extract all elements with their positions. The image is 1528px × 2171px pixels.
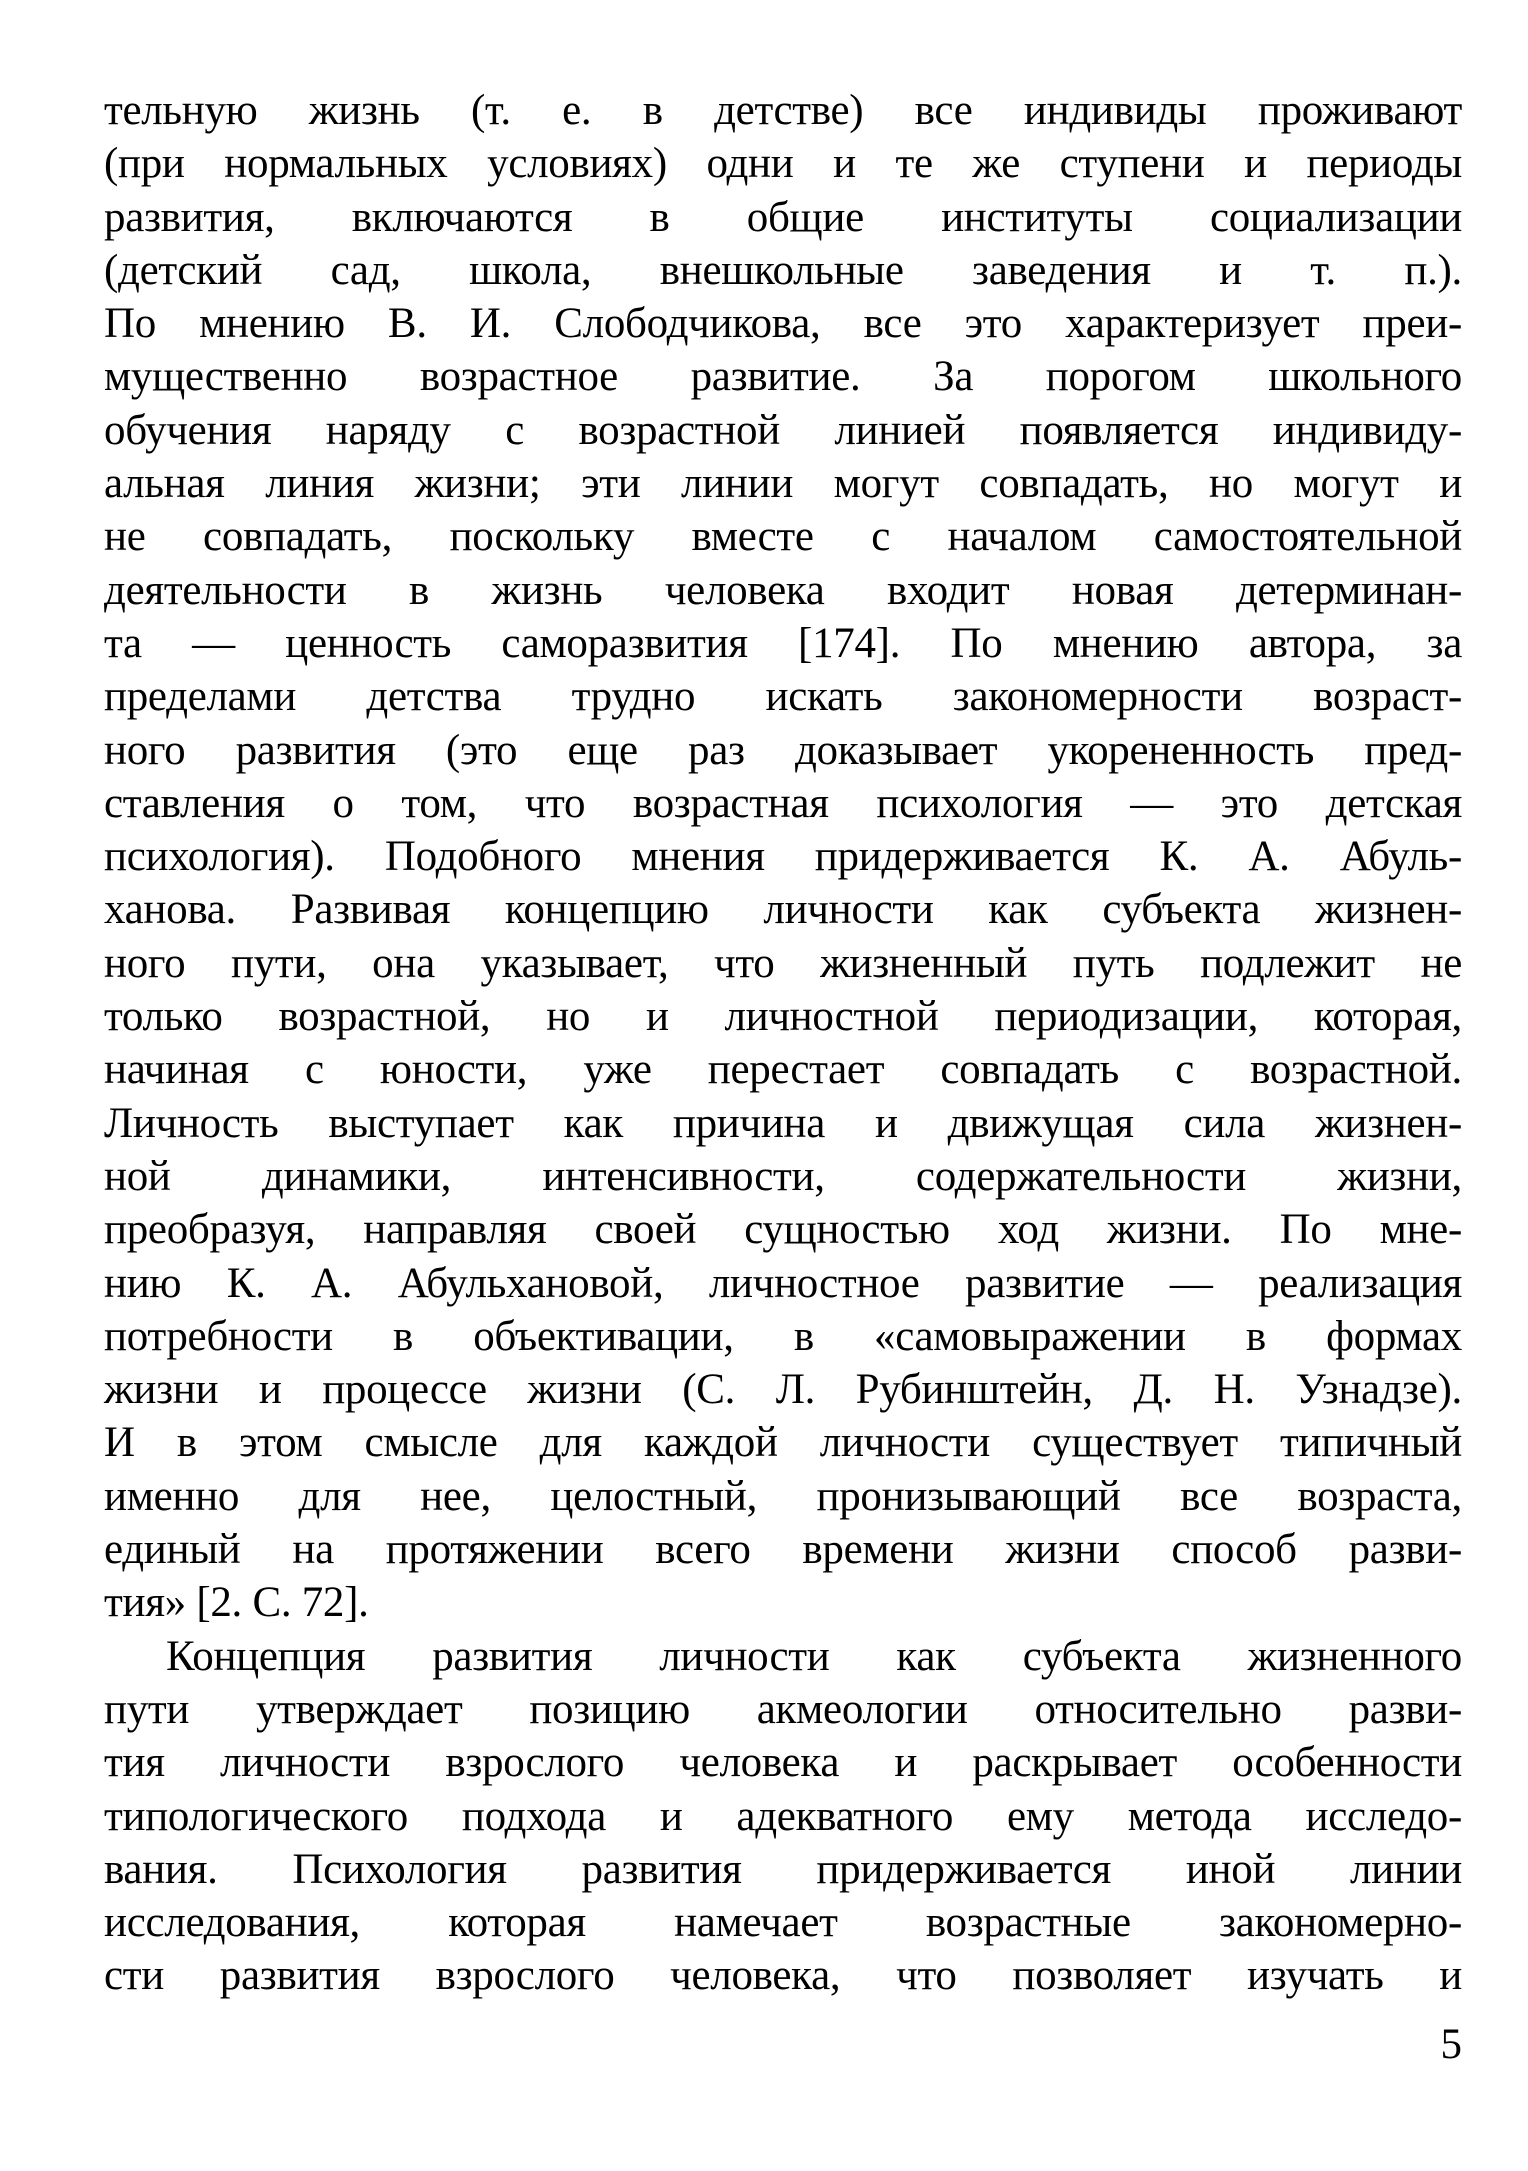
text-line: пределами детства трудно искать закономерности возраст- [104, 673, 1462, 721]
text-line: именно для нее, целостный, пронизывающий все возраста, [104, 1472, 1462, 1520]
text-line: пути утверждает позицию акмеологии относительно разви- [104, 1685, 1462, 1733]
text-line: тия» [2. С. 72]. [104, 1579, 369, 1627]
text-line: Концепция развития личности как субъекта жизненного [166, 1632, 1462, 1680]
text-line: ной динамики, интенсивности, содержательности жизни, [104, 1152, 1462, 1200]
text-line: развития, включаются в общие институты социализации [104, 193, 1462, 241]
text-line: мущественно возрастное развитие. За порогом школьного [104, 353, 1462, 401]
text-line: психология). Подобного мнения придерживается К. А. Абуль- [104, 833, 1462, 881]
text-line: начиная с юности, уже перестает совпадать с возрастной. [104, 1046, 1462, 1094]
text-line: обучения наряду с возрастной линией появляется индивиду- [104, 406, 1462, 454]
text-line: только возрастной, но и личностной периодизации, которая, [104, 993, 1462, 1041]
text-line: не совпадать, поскольку вместе с началом самостоятельной [104, 513, 1462, 561]
text-line: единый на протяжении всего времени жизни способ разви- [104, 1526, 1462, 1574]
text-line: типологического подхода и адекватного ему метода исследо- [104, 1792, 1462, 1840]
text-line: Личность выступает как причина и движущая сила жизнен- [104, 1099, 1462, 1147]
text-line: нию К. А. Абульхановой, личностное развитие — реализация [104, 1259, 1462, 1307]
text-line: ханова. Развивая концепцию личности как субъекта жизнен- [104, 886, 1462, 934]
text-line: ставления о том, что возрастная психология — это детская [104, 779, 1462, 827]
text-line: сти развития взрослого человека, что позволяет изучать и [104, 1952, 1462, 2000]
text-line: деятельности в жизнь человека входит новая детерминан- [104, 566, 1462, 614]
text-line: преобразуя, направляя своей сущностью ход жизни. По мне- [104, 1206, 1462, 1254]
text-line: ного развития (это еще раз доказывает укорененность пред- [104, 726, 1462, 774]
text-line: тия личности взрослого человека и раскрывает особенности [104, 1739, 1462, 1787]
text-line: альная линия жизни; эти линии могут совпадать, но могут и [104, 460, 1462, 508]
text-line: исследования, которая намечает возрастные закономерно- [104, 1899, 1462, 1947]
text-line: По мнению В. И. Слободчикова, все это характеризует преи- [104, 300, 1462, 348]
text-line: (детский сад, школа, внешкольные заведения и т. п.). [104, 246, 1462, 294]
page-number: 5 [1440, 2021, 1462, 2068]
text-line: И в этом смысле для каждой личности существует типичный [104, 1419, 1462, 1467]
text-line: та — ценность саморазвития [174]. По мнению автора, за [104, 619, 1462, 667]
text-line: ного пути, она указывает, что жизненный путь подлежит не [104, 939, 1462, 987]
page-body [104, 84, 1462, 2003]
text-line: тельную жизнь (т. е. в детстве) все индивиды проживают [104, 87, 1462, 134]
text-line: вания. Психология развития придерживается иной линии [104, 1845, 1462, 1893]
text-line: жизни и процессе жизни (С. Л. Рубинштейн, Д. Н. Узнадзе). [104, 1366, 1462, 1414]
text-line: (при нормальных условиях) одни и те же ступени и периоды [104, 140, 1462, 188]
text-line: потребности в объективации, в «самовыражении в формах [104, 1312, 1462, 1360]
